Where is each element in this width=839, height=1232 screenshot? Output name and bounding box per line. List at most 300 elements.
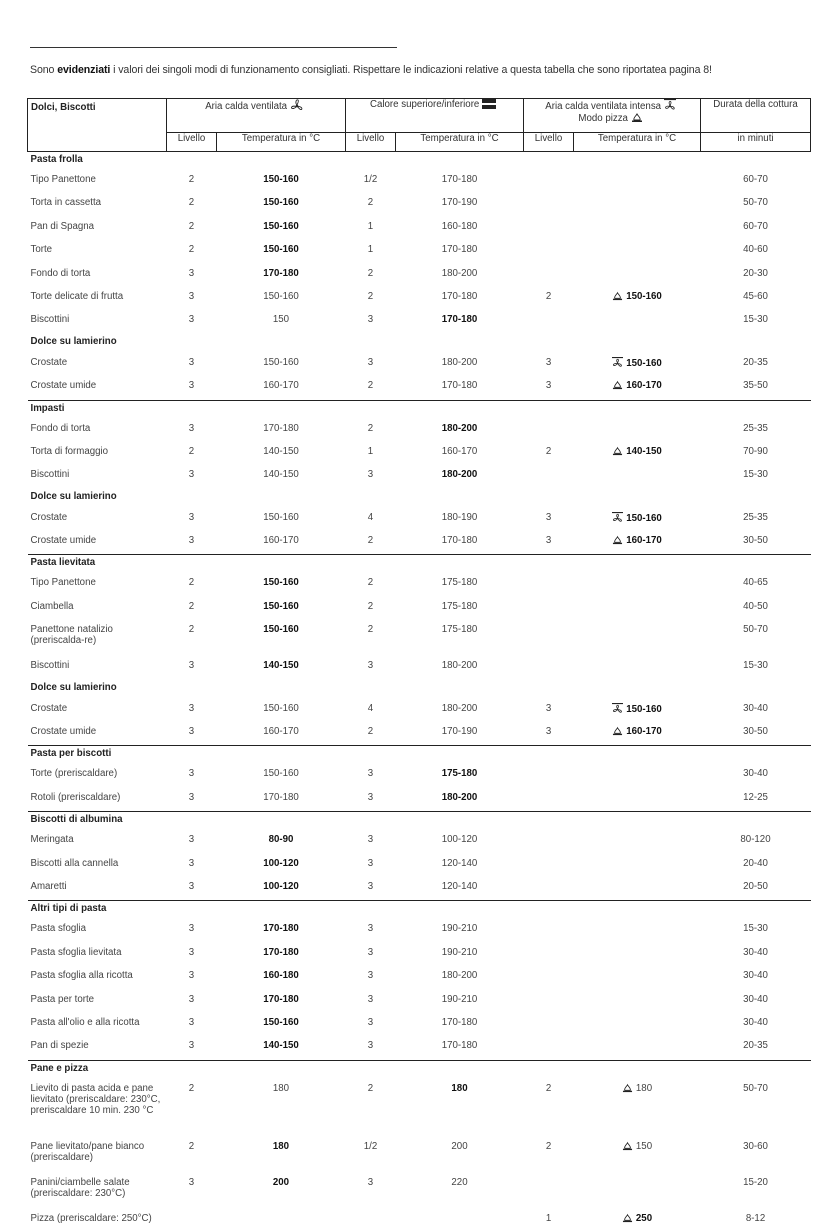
intense-level-value: 2 bbox=[546, 446, 551, 457]
duration-cell bbox=[701, 699, 811, 722]
intense-level-cell bbox=[524, 217, 574, 240]
intense-level-value: 2 bbox=[546, 1083, 551, 1094]
fan-temp-value: 150-160 bbox=[263, 624, 299, 635]
intense-temp-cell bbox=[574, 1209, 701, 1232]
intense-temp-cell bbox=[574, 722, 701, 746]
intense-temp-cell bbox=[574, 1079, 701, 1137]
intense-temp-cell bbox=[574, 854, 701, 877]
table-row bbox=[28, 193, 811, 216]
fan-level-cell bbox=[167, 170, 217, 193]
intense-level-cell bbox=[524, 1209, 574, 1232]
topbottom-temp-cell bbox=[396, 419, 524, 442]
dish-value: Panini/ciambelle salate (preriscaldare: 230°C) bbox=[31, 1177, 130, 1199]
fan-temp-cell bbox=[217, 573, 346, 596]
topbottom-temp-cell bbox=[396, 854, 524, 877]
topbottom-temp-cell bbox=[396, 531, 524, 555]
topbottom-level-cell bbox=[346, 830, 396, 853]
topbottom-level-value: 1 bbox=[368, 221, 373, 232]
pizza-mode-icon bbox=[612, 446, 623, 456]
intense-level-cell bbox=[524, 919, 574, 942]
topbottom-temp-value: 180-190 bbox=[442, 512, 478, 523]
header-fan bbox=[167, 99, 346, 133]
topbottom-level-value: 3 bbox=[368, 1017, 373, 1028]
fan-temp-cell bbox=[217, 620, 346, 656]
table-row bbox=[28, 919, 811, 942]
duration-cell bbox=[701, 419, 811, 442]
topbottom-level-cell bbox=[346, 620, 396, 656]
pizza-mode-icon bbox=[612, 535, 623, 545]
dish-cell bbox=[28, 1013, 167, 1036]
topbottom-temp-value: 175-180 bbox=[442, 601, 478, 612]
fan-level-value: 3 bbox=[189, 858, 194, 869]
fan-level-cell bbox=[167, 508, 217, 531]
intense-temp-value: 150 bbox=[636, 1141, 652, 1152]
topbottom-level-cell bbox=[346, 240, 396, 263]
topbottom-temp-cell bbox=[396, 699, 524, 722]
fan-level-value: 3 bbox=[189, 1040, 194, 1051]
header-top-bottom-label: Calore superiore/inferiore bbox=[370, 99, 479, 110]
section-header-row bbox=[28, 555, 811, 574]
intro-highlight: evidenziati bbox=[57, 64, 110, 76]
fan-level-value: 2 bbox=[189, 624, 194, 635]
topbottom-temp-cell bbox=[396, 656, 524, 679]
topbottom-level-value: 3 bbox=[368, 947, 373, 958]
duration-value: 30-40 bbox=[743, 703, 768, 714]
topbottom-level-cell bbox=[346, 1013, 396, 1036]
table-row bbox=[28, 573, 811, 596]
intense-level-cell bbox=[524, 310, 574, 333]
intense-temp-cell bbox=[574, 376, 701, 400]
header-fan-label: Aria calda ventilata bbox=[205, 101, 287, 112]
dish-cell bbox=[28, 419, 167, 442]
dish-value: Biscottini bbox=[31, 314, 70, 325]
intense-fan-icon bbox=[612, 357, 623, 368]
duration-value: 15-30 bbox=[743, 923, 768, 934]
topbottom-temp-cell bbox=[396, 788, 524, 812]
topbottom-temp-value: 180-200 bbox=[442, 970, 478, 981]
table-row bbox=[28, 943, 811, 966]
topbottom-temp-value: 170-180 bbox=[442, 380, 478, 391]
topbottom-level-cell bbox=[346, 442, 396, 465]
section-title: Altri tipi di pasta bbox=[28, 901, 811, 920]
duration-cell bbox=[701, 573, 811, 596]
fan-level-value: 3 bbox=[189, 535, 194, 546]
topbottom-temp-cell bbox=[396, 217, 524, 240]
dish-cell bbox=[28, 854, 167, 877]
topbottom-temp-value: 100-120 bbox=[442, 834, 478, 845]
intense-level-value: 2 bbox=[546, 291, 551, 302]
topbottom-level-value: 3 bbox=[368, 834, 373, 845]
fan-temp-cell bbox=[217, 264, 346, 287]
fan-level-cell bbox=[167, 943, 217, 966]
fan-temp-cell bbox=[217, 419, 346, 442]
intense-fan-icon bbox=[612, 703, 623, 714]
top-rule bbox=[30, 47, 397, 48]
fan-temp-value: 170-180 bbox=[263, 268, 299, 279]
duration-value: 30-50 bbox=[743, 726, 768, 737]
header-temp-3: Temperatura in °C bbox=[574, 133, 701, 152]
fan-level-value: 3 bbox=[189, 703, 194, 714]
fan-temp-value: 170-180 bbox=[263, 994, 299, 1005]
intense-level-cell bbox=[524, 1079, 574, 1137]
fan-temp-value: 170-180 bbox=[263, 923, 299, 934]
fan-temp-value: 180 bbox=[273, 1083, 289, 1094]
header-intense-label: Aria calda ventilata intensa bbox=[545, 101, 661, 112]
dish-cell bbox=[28, 170, 167, 193]
header-duration: Durata della cottura bbox=[701, 99, 811, 133]
fan-temp-value: 150-160 bbox=[263, 244, 299, 255]
pizza-mode-icon bbox=[612, 291, 623, 301]
table-row bbox=[28, 531, 811, 555]
duration-cell bbox=[701, 465, 811, 488]
duration-cell bbox=[701, 193, 811, 216]
dish-cell bbox=[28, 943, 167, 966]
intense-temp-value: 150-160 bbox=[626, 291, 662, 302]
dish-value: Pasta per torte bbox=[31, 994, 95, 1005]
duration-value: 80-120 bbox=[740, 834, 770, 845]
fan-temp-value: 150-160 bbox=[263, 601, 299, 612]
topbottom-temp-value: 170-180 bbox=[442, 291, 478, 302]
fan-temp-value: 140-150 bbox=[263, 446, 299, 457]
duration-value: 45-60 bbox=[743, 291, 768, 302]
fan-level-value: 2 bbox=[189, 197, 194, 208]
subsection-title: Dolce su lamierino bbox=[28, 334, 811, 353]
fan-temp-cell bbox=[217, 656, 346, 679]
topbottom-temp-value: 180-200 bbox=[442, 660, 478, 671]
topbottom-temp-cell bbox=[396, 353, 524, 376]
duration-value: 70-90 bbox=[743, 446, 768, 457]
intense-temp-value: 150-160 bbox=[626, 513, 662, 524]
intense-temp-cell bbox=[574, 1013, 701, 1036]
fan-level-value: 3 bbox=[189, 768, 194, 779]
fan-temp-cell bbox=[217, 310, 346, 333]
topbottom-temp-value: 120-140 bbox=[442, 881, 478, 892]
dish-cell bbox=[28, 264, 167, 287]
fan-level-cell bbox=[167, 990, 217, 1013]
topbottom-temp-value: 180-200 bbox=[442, 268, 478, 279]
fan-level-value: 3 bbox=[189, 834, 194, 845]
topbottom-level-cell bbox=[346, 699, 396, 722]
table-row bbox=[28, 442, 811, 465]
fan-temp-cell bbox=[217, 722, 346, 746]
duration-cell bbox=[701, 376, 811, 400]
dish-value: Meringata bbox=[31, 834, 74, 845]
header-category: Dolci, Biscotti bbox=[28, 99, 167, 152]
topbottom-temp-cell bbox=[396, 376, 524, 400]
intense-temp-cell bbox=[574, 620, 701, 656]
fan-level-cell bbox=[167, 1013, 217, 1036]
dish-cell bbox=[28, 465, 167, 488]
table-row bbox=[28, 240, 811, 263]
topbottom-level-value: 2 bbox=[368, 601, 373, 612]
table-row bbox=[28, 1079, 811, 1137]
intense-level-cell bbox=[524, 287, 574, 310]
subsection-header-row bbox=[28, 489, 811, 508]
fan-level-value: 3 bbox=[189, 923, 194, 934]
topbottom-level-cell bbox=[346, 419, 396, 442]
fan-temp-cell bbox=[217, 877, 346, 901]
subsection-header-row bbox=[28, 680, 811, 699]
intense-temp-cell bbox=[574, 287, 701, 310]
duration-cell bbox=[701, 170, 811, 193]
topbottom-level-value: 2 bbox=[368, 197, 373, 208]
dish-cell bbox=[28, 656, 167, 679]
dish-cell bbox=[28, 620, 167, 656]
topbottom-level-value: 3 bbox=[368, 881, 373, 892]
intense-level-cell bbox=[524, 1137, 574, 1173]
topbottom-temp-cell bbox=[396, 943, 524, 966]
intense-temp-value: 180 bbox=[636, 1083, 652, 1094]
intense-level-cell bbox=[524, 531, 574, 555]
section-title: Pasta frolla bbox=[28, 152, 811, 171]
intense-temp-cell bbox=[574, 877, 701, 901]
topbottom-level-value: 2 bbox=[368, 577, 373, 588]
intense-temp-cell bbox=[574, 788, 701, 812]
fan-temp-cell bbox=[217, 193, 346, 216]
duration-value: 30-40 bbox=[743, 994, 768, 1005]
intense-temp-cell bbox=[574, 919, 701, 942]
fan-level-cell bbox=[167, 1079, 217, 1137]
duration-value: 60-70 bbox=[743, 174, 768, 185]
topbottom-temp-value: 120-140 bbox=[442, 858, 478, 869]
duration-cell bbox=[701, 1036, 811, 1060]
topbottom-level-value: 1/2 bbox=[364, 174, 377, 185]
fan-temp-cell bbox=[217, 1013, 346, 1036]
intense-level-cell bbox=[524, 597, 574, 620]
fan-level-cell bbox=[167, 656, 217, 679]
dish-cell bbox=[28, 310, 167, 333]
intense-level-value: 3 bbox=[546, 726, 551, 737]
intense-level-cell bbox=[524, 193, 574, 216]
topbottom-temp-cell bbox=[396, 620, 524, 656]
topbottom-level-cell bbox=[346, 1209, 396, 1232]
header-temp-2: Temperatura in °C bbox=[396, 133, 524, 152]
topbottom-level-value: 4 bbox=[368, 512, 373, 523]
fan-level-value: 3 bbox=[189, 380, 194, 391]
topbottom-level-cell bbox=[346, 943, 396, 966]
duration-cell bbox=[701, 919, 811, 942]
duration-value: 30-40 bbox=[743, 1017, 768, 1028]
section-title: Biscotti di albumina bbox=[28, 812, 811, 831]
topbottom-level-cell bbox=[346, 287, 396, 310]
table-row bbox=[28, 597, 811, 620]
fan-temp-value: 140-150 bbox=[263, 469, 299, 480]
fan-level-value: 3 bbox=[189, 1177, 194, 1188]
fan-temp-value: 150-160 bbox=[263, 703, 299, 714]
topbottom-temp-value: 180-200 bbox=[442, 792, 478, 803]
header-temp-1: Temperatura in °C bbox=[217, 133, 346, 152]
intense-temp-cell bbox=[574, 465, 701, 488]
duration-value: 20-35 bbox=[743, 357, 768, 368]
topbottom-temp-value: 175-180 bbox=[442, 768, 478, 779]
topbottom-level-value: 2 bbox=[368, 624, 373, 635]
table-row bbox=[28, 854, 811, 877]
intense-level-cell bbox=[524, 1013, 574, 1036]
section-header-row bbox=[28, 746, 811, 765]
fan-level-value: 2 bbox=[189, 446, 194, 457]
fan-temp-cell bbox=[217, 699, 346, 722]
intense-level-cell bbox=[524, 943, 574, 966]
topbottom-temp-value: 180 bbox=[451, 1083, 467, 1094]
pizza-mode-icon bbox=[612, 380, 623, 390]
topbottom-level-cell bbox=[346, 264, 396, 287]
topbottom-level-cell bbox=[346, 919, 396, 942]
fan-temp-cell bbox=[217, 597, 346, 620]
intense-level-cell bbox=[524, 990, 574, 1013]
fan-temp-cell bbox=[217, 508, 346, 531]
fan-level-value: 3 bbox=[189, 357, 194, 368]
intense-level-cell bbox=[524, 1036, 574, 1060]
intense-fan-icon bbox=[664, 99, 676, 111]
duration-value: 25-35 bbox=[743, 512, 768, 523]
topbottom-temp-value: 180-200 bbox=[442, 423, 478, 434]
duration-value: 15-30 bbox=[743, 660, 768, 671]
dish-value: Ciambella bbox=[31, 601, 74, 612]
subsection-title: Dolce su lamierino bbox=[28, 680, 811, 699]
section-title: Pane e pizza bbox=[28, 1060, 811, 1079]
topbottom-temp-value: 170-180 bbox=[442, 535, 478, 546]
fan-level-cell bbox=[167, 1137, 217, 1173]
intense-temp-cell bbox=[574, 170, 701, 193]
dish-value: Crostate umide bbox=[31, 726, 97, 737]
duration-value: 15-30 bbox=[743, 314, 768, 325]
fan-level-cell bbox=[167, 830, 217, 853]
fan-level-cell bbox=[167, 531, 217, 555]
duration-cell bbox=[701, 830, 811, 853]
dish-value: Fondo di torta bbox=[31, 268, 91, 279]
fan-temp-cell bbox=[217, 854, 346, 877]
topbottom-level-value: 3 bbox=[368, 768, 373, 779]
intro-text bbox=[30, 64, 820, 76]
fan-temp-value: 140-150 bbox=[263, 1040, 299, 1051]
intense-temp-value: 160-170 bbox=[626, 535, 662, 546]
intense-temp-value: 160-170 bbox=[626, 726, 662, 737]
fan-level-cell bbox=[167, 764, 217, 787]
intense-temp-cell bbox=[574, 240, 701, 263]
intense-level-cell bbox=[524, 353, 574, 376]
topbottom-level-cell bbox=[346, 170, 396, 193]
fan-level-cell bbox=[167, 442, 217, 465]
topbottom-temp-value: 170-190 bbox=[442, 726, 478, 737]
section-title: Pasta per biscotti bbox=[28, 746, 811, 765]
topbottom-level-cell bbox=[346, 966, 396, 989]
fan-level-cell bbox=[167, 722, 217, 746]
dish-value: Tipo Panettone bbox=[31, 577, 96, 588]
section-header-row bbox=[28, 1060, 811, 1079]
duration-cell bbox=[701, 264, 811, 287]
topbottom-temp-cell bbox=[396, 764, 524, 787]
intense-level-cell bbox=[524, 419, 574, 442]
duration-cell bbox=[701, 990, 811, 1013]
duration-cell bbox=[701, 508, 811, 531]
intense-level-cell bbox=[524, 376, 574, 400]
topbottom-level-value: 2 bbox=[368, 268, 373, 279]
dish-cell bbox=[28, 442, 167, 465]
topbottom-level-cell bbox=[346, 573, 396, 596]
dish-value: Pane lievitato/pane bianco (preriscaldare) bbox=[31, 1141, 145, 1163]
fan-temp-value: 160-180 bbox=[263, 970, 299, 981]
dish-value: Lievito di pasta acida e pane lievitato (preriscaldare: 230°C, preriscaldare 10 min. 230 °C bbox=[31, 1083, 161, 1116]
fan-temp-cell bbox=[217, 764, 346, 787]
topbottom-level-cell bbox=[346, 1079, 396, 1137]
top-bottom-heat-icon bbox=[482, 99, 496, 109]
topbottom-temp-cell bbox=[396, 830, 524, 853]
fan-level-cell bbox=[167, 419, 217, 442]
dish-value: Panettone natalizio (preriscalda-re) bbox=[31, 624, 113, 646]
duration-value: 30-60 bbox=[743, 1141, 768, 1152]
duration-cell bbox=[701, 310, 811, 333]
topbottom-level-cell bbox=[346, 193, 396, 216]
table-row bbox=[28, 764, 811, 787]
dish-cell bbox=[28, 597, 167, 620]
duration-value: 35-50 bbox=[743, 380, 768, 391]
fan-level-value: 3 bbox=[189, 792, 194, 803]
header-intense bbox=[524, 99, 701, 133]
dish-cell bbox=[28, 966, 167, 989]
topbottom-level-cell bbox=[346, 764, 396, 787]
topbottom-temp-cell bbox=[396, 465, 524, 488]
topbottom-temp-cell bbox=[396, 287, 524, 310]
topbottom-temp-cell bbox=[396, 597, 524, 620]
topbottom-temp-cell bbox=[396, 240, 524, 263]
table-row bbox=[28, 699, 811, 722]
fan-level-cell bbox=[167, 1209, 217, 1232]
table-row bbox=[28, 353, 811, 376]
duration-value: 60-70 bbox=[743, 221, 768, 232]
topbottom-level-value: 2 bbox=[368, 423, 373, 434]
dish-value: Pan di spezie bbox=[31, 1040, 89, 1051]
intense-fan-icon bbox=[612, 512, 623, 523]
table-row bbox=[28, 1137, 811, 1173]
intense-temp-cell bbox=[574, 442, 701, 465]
fan-temp-value: 150-160 bbox=[263, 768, 299, 779]
fan-temp-cell bbox=[217, 943, 346, 966]
fan-temp-value: 170-180 bbox=[263, 423, 299, 434]
topbottom-temp-value: 170-190 bbox=[442, 197, 478, 208]
fan-temp-cell bbox=[217, 1137, 346, 1173]
fan-level-value: 3 bbox=[189, 994, 194, 1005]
intense-temp-cell bbox=[574, 508, 701, 531]
dish-cell bbox=[28, 830, 167, 853]
fan-level-cell bbox=[167, 919, 217, 942]
fan-temp-value: 160-170 bbox=[263, 380, 299, 391]
intense-level-value: 3 bbox=[546, 703, 551, 714]
topbottom-level-cell bbox=[346, 854, 396, 877]
fan-level-cell bbox=[167, 854, 217, 877]
duration-value: 20-40 bbox=[743, 858, 768, 869]
fan-temp-cell bbox=[217, 353, 346, 376]
intense-level-cell bbox=[524, 465, 574, 488]
duration-value: 20-35 bbox=[743, 1040, 768, 1051]
topbottom-level-cell bbox=[346, 217, 396, 240]
dish-cell bbox=[28, 764, 167, 787]
topbottom-temp-cell bbox=[396, 193, 524, 216]
dish-cell bbox=[28, 990, 167, 1013]
dish-value: Torte (preriscaldare) bbox=[31, 768, 118, 779]
fan-temp-value: 170-180 bbox=[263, 947, 299, 958]
intense-temp-value: 150-160 bbox=[626, 704, 662, 715]
dish-cell bbox=[28, 788, 167, 812]
topbottom-temp-value: 190-210 bbox=[442, 947, 478, 958]
topbottom-level-value: 1/2 bbox=[364, 1141, 377, 1152]
intense-temp-cell bbox=[574, 764, 701, 787]
fan-level-value: 2 bbox=[189, 174, 194, 185]
dish-value: Crostate bbox=[31, 703, 68, 714]
table-row bbox=[28, 1209, 811, 1232]
duration-cell bbox=[701, 240, 811, 263]
topbottom-temp-value: 160-170 bbox=[442, 446, 478, 457]
fan-temp-value: 150-160 bbox=[263, 357, 299, 368]
